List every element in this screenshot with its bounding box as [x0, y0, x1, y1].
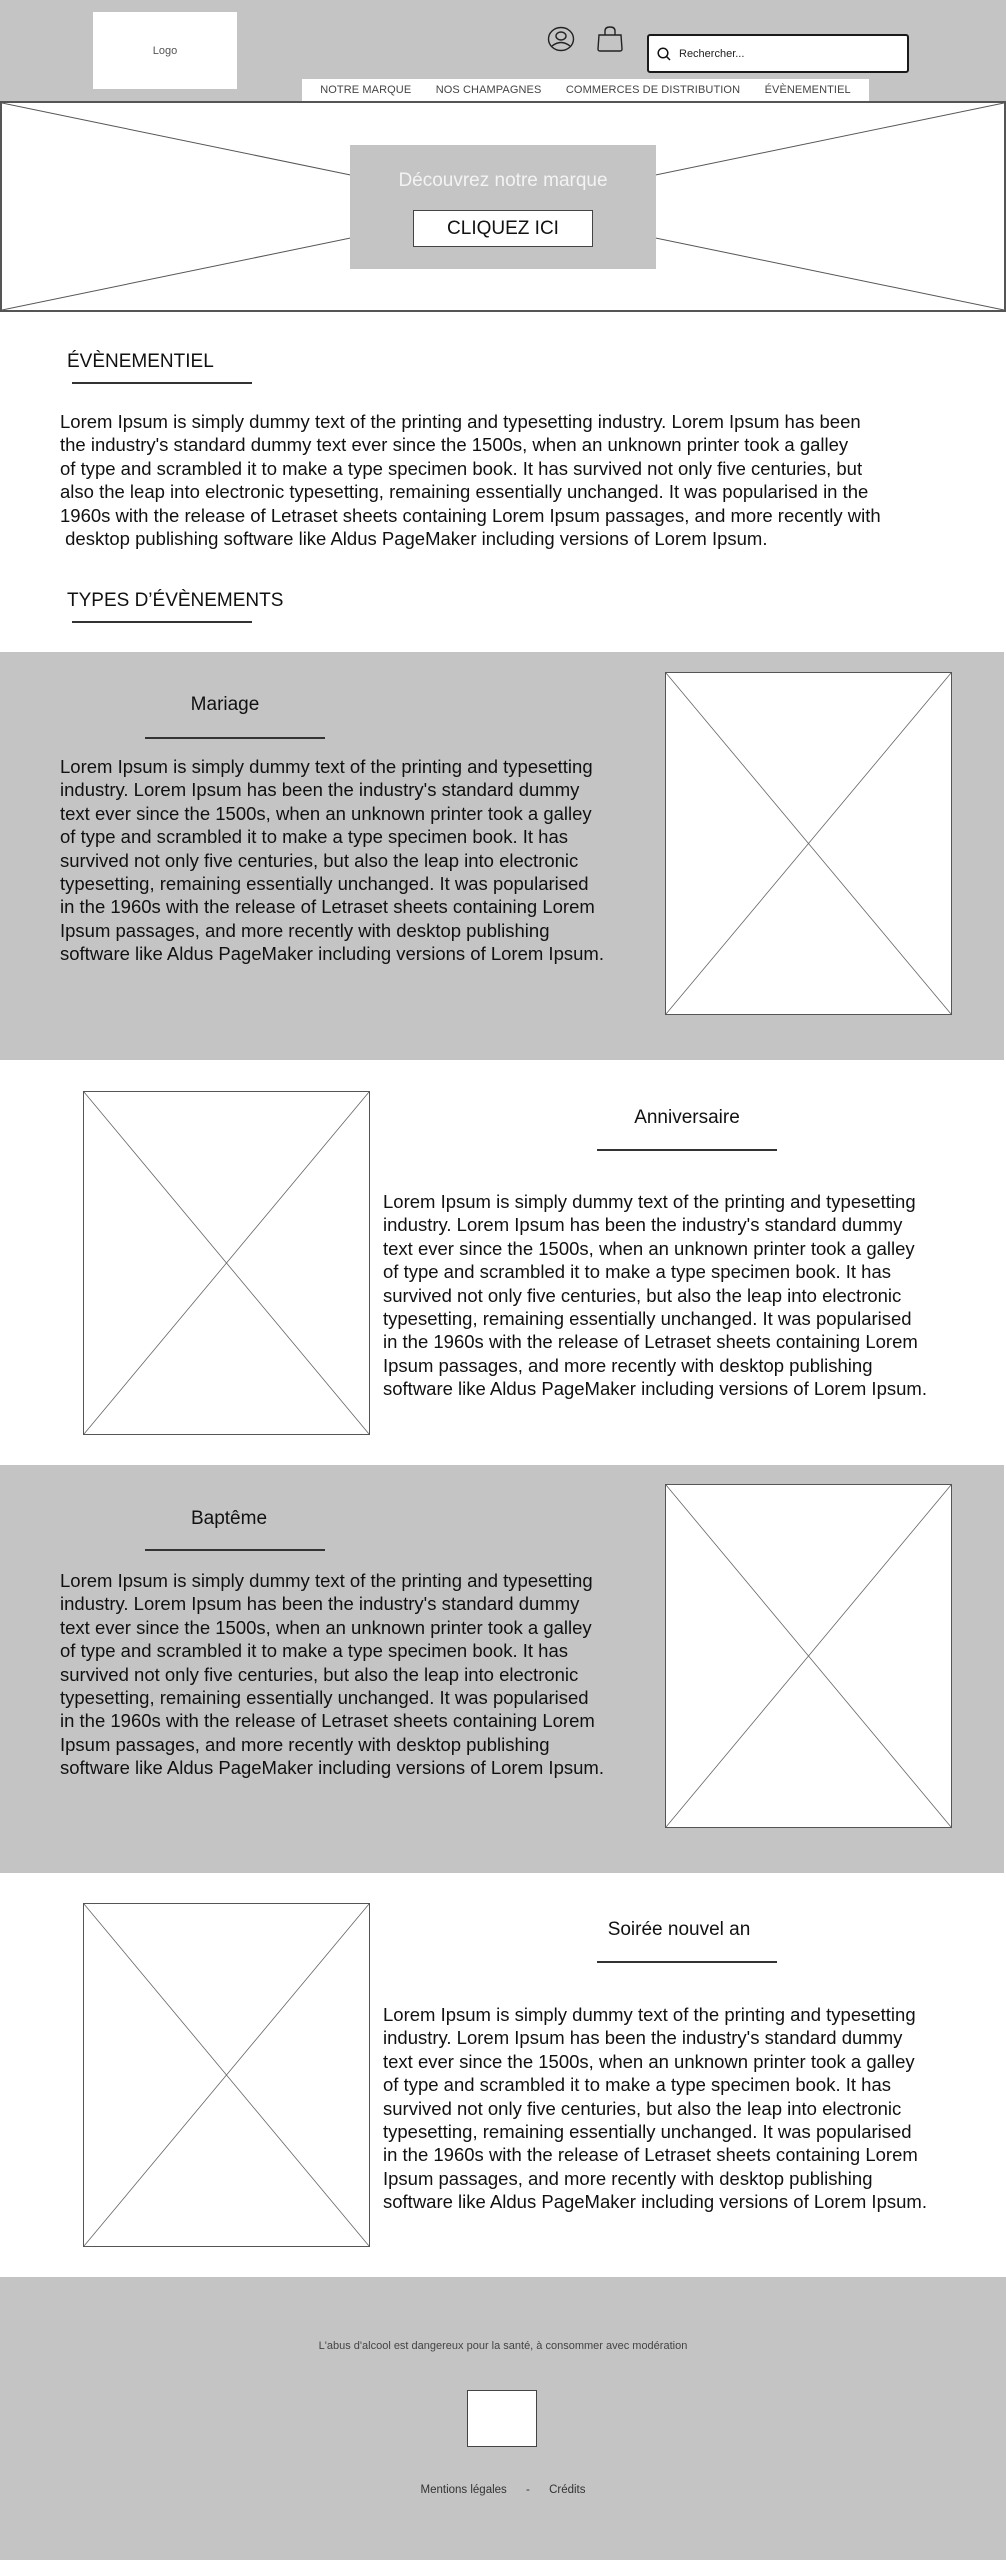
text-line: of type and scrambled it to make a type specimen book. It has survived not only five centuries, but: [60, 457, 863, 479]
event-title: Baptême: [190, 1508, 268, 1529]
nav-item-nos-champagnes[interactable]: NOS CHAMPAGNES: [435, 84, 542, 96]
text-line: Lorem Ipsum is simply dummy text of the printing and typesetting: [60, 1570, 593, 1591]
search-input[interactable]: [679, 48, 879, 60]
text-line: Ipsum passages, and more recently with desktop publishing: [60, 919, 550, 941]
text-line: typesetting, remaining essentially unchanged. It was popularised: [383, 1308, 912, 1330]
text-line: text ever since the 1500s, when an unknown printer took a galley: [383, 2050, 915, 2072]
event-image-mariage: [665, 672, 952, 1015]
hero-card: [350, 145, 656, 269]
nav-item-notre-marque[interactable]: NOTRE MARQUE: [320, 84, 412, 96]
nav-item-evenementiel[interactable]: ÉVÈNEMENTIEL: [764, 84, 851, 96]
text-line: Lorem Ipsum is simply dummy text of the printing and typesetting: [383, 2004, 916, 2025]
image-placeholder-icon: [84, 1904, 369, 2246]
text-line: survived not only five centuries, but also the leap into electronic: [383, 2097, 902, 2119]
event-description: [60, 1569, 660, 1780]
text-line: text ever since the 1500s, when an unknown printer took a galley: [60, 802, 592, 824]
intro-paragraph: [60, 410, 960, 550]
event-image-bapteme: [665, 1484, 952, 1828]
text-line: Ipsum passages, and more recently with desktop publishing: [383, 2167, 873, 2189]
hero-title: Découvrez notre marque: [398, 170, 608, 191]
user-icon: [547, 26, 575, 52]
footer-links: [0, 2484, 1006, 2496]
nav-item-commerces-de-distribution[interactable]: COMMERCES DE DISTRIBUTION: [565, 84, 741, 96]
event-title: Anniversaire: [634, 1107, 740, 1128]
title-underline: [145, 737, 325, 739]
logo-label: Logo: [152, 44, 178, 57]
event-image-soiree-nouvel-an: [83, 1903, 370, 2247]
text-line: of type and scrambled it to make a type specimen book. It has: [383, 1261, 891, 1283]
text-line: industry. Lorem Ipsum has been the industry's standard dummy: [60, 779, 580, 801]
search-bar[interactable]: [647, 34, 909, 73]
text-line: also the leap into electronic typesetting, remaining essentially unchanged. It was popularised in the: [60, 481, 869, 503]
text-line: the industry's standard dummy text ever since the 1500s, when an unknown printer took a galley: [60, 434, 849, 456]
text-line: typesetting, remaining essentially unchanged. It was popularised: [383, 2121, 912, 2143]
text-line: software like Aldus PageMaker including versions of Lorem Ipsum.: [60, 943, 604, 965]
account-button[interactable]: [546, 26, 576, 52]
text-line: software like Aldus PageMaker including versions of Lorem Ipsum.: [383, 2191, 927, 2213]
image-placeholder-icon: [666, 673, 951, 1014]
text-line: of type and scrambled it to make a type specimen book. It has: [60, 826, 568, 848]
event-description: [383, 2003, 1003, 2214]
event-title: Soirée nouvel an: [607, 1919, 751, 1940]
search-icon: [657, 47, 671, 61]
text-line: of type and scrambled it to make a type specimen book. It has: [383, 2074, 891, 2096]
text-line: survived not only five centuries, but also the leap into electronic: [60, 849, 579, 871]
text-line: software like Aldus PageMaker including versions of Lorem Ipsum.: [383, 1378, 927, 1400]
alcohol-warning: L'abus d'alcool est dangereux pour la santé, à consommer avec modération: [318, 2340, 688, 2352]
legal-notice-link[interactable]: Mentions légales: [420, 2484, 507, 2496]
text-line: text ever since the 1500s, when an unknown printer took a galley: [60, 1616, 592, 1638]
text-line: in the 1960s with the release of Letraset sheets containing Lorem: [383, 1331, 918, 1353]
text-line: of type and scrambled it to make a type specimen book. It has: [60, 1640, 568, 1662]
event-description: [60, 755, 660, 966]
text-line: survived not only five centuries, but also the leap into electronic: [60, 1663, 579, 1685]
text-line: industry. Lorem Ipsum has been the industry's standard dummy: [60, 1593, 580, 1615]
text-line: industry. Lorem Ipsum has been the industry's standard dummy: [383, 2027, 903, 2049]
text-line: text ever since the 1500s, when an unknown printer took a galley: [383, 1237, 915, 1259]
event-image-anniversaire: [83, 1091, 370, 1435]
text-line: typesetting, remaining essentially unchanged. It was popularised: [60, 873, 589, 895]
text-line: survived not only five centuries, but also the leap into electronic: [383, 1284, 902, 1306]
link-separator: -: [526, 2484, 530, 2496]
text-line: Ipsum passages, and more recently with desktop publishing: [60, 1733, 550, 1755]
text-line: Ipsum passages, and more recently with desktop publishing: [383, 1354, 873, 1376]
title-underline: [145, 1549, 325, 1551]
text-line: 1960s with the release of Letraset sheets containing Lorem Ipsum passages, and more recently with: [60, 504, 881, 526]
title-underline: [597, 1961, 777, 1963]
title-underline: [597, 1149, 777, 1151]
event-title: Mariage: [190, 694, 260, 715]
heading-underline: [72, 621, 252, 623]
text-line: Lorem Ipsum is simply dummy text of the printing and typesetting: [383, 1191, 916, 1212]
text-line: in the 1960s with the release of Letraset sheets containing Lorem: [60, 896, 595, 918]
text-line: typesetting, remaining essentially unchanged. It was popularised: [60, 1687, 589, 1709]
text-line: in the 1960s with the release of Letraset sheets containing Lorem: [60, 1710, 595, 1732]
text-line: industry. Lorem Ipsum has been the industry's standard dummy: [383, 1214, 903, 1236]
credits-link[interactable]: Crédits: [549, 2484, 586, 2496]
logo[interactable]: [93, 12, 237, 89]
image-placeholder-icon: [84, 1092, 369, 1434]
event-description: [383, 1190, 1003, 1401]
image-placeholder-icon: [666, 1485, 951, 1827]
text-line: Lorem Ipsum is simply dummy text of the printing and typesetting industry. Lorem Ipsum has been: [60, 411, 861, 432]
hero-cta-button[interactable]: CLIQUEZ ICI: [413, 210, 593, 247]
text-line: desktop publishing software like Aldus PageMaker including versions of Lorem Ipsum.: [60, 528, 768, 550]
types-heading: TYPES D’ÉVÈNEMENTS: [67, 590, 284, 611]
cart-button[interactable]: [595, 25, 625, 53]
shopping-bag-icon: [595, 25, 625, 53]
heading-underline: [72, 382, 252, 384]
footer-logo[interactable]: [467, 2390, 537, 2447]
text-line: in the 1960s with the release of Letraset sheets containing Lorem: [383, 2144, 918, 2166]
page-title: ÉVÈNEMENTIEL: [67, 351, 214, 372]
text-line: Lorem Ipsum is simply dummy text of the printing and typesetting: [60, 756, 593, 777]
text-line: software like Aldus PageMaker including versions of Lorem Ipsum.: [60, 1757, 604, 1779]
main-nav: [302, 79, 869, 101]
